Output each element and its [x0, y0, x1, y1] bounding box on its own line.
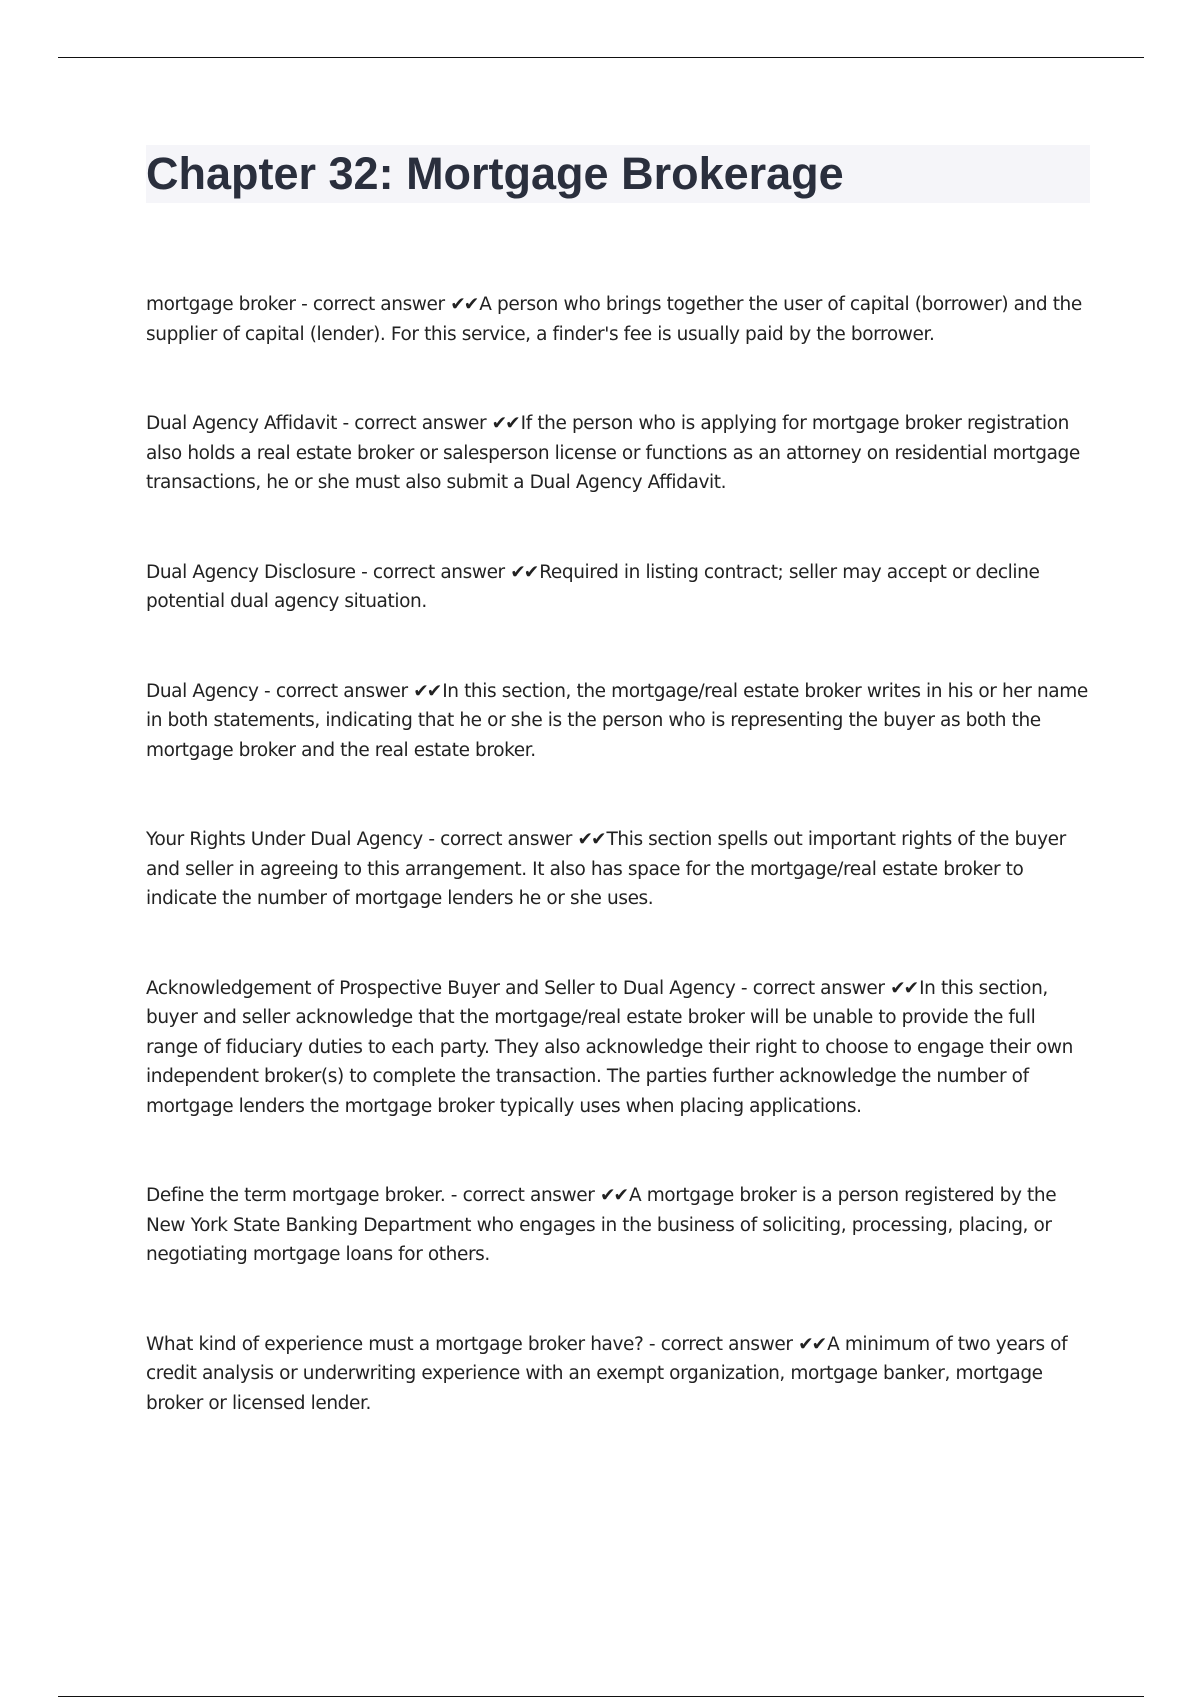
entry-item: Define the term mortgage broker. - correct answer ✔✔ A mortgage broker is a person registered by the New York State Banking Department who engages in the business of soliciting, processing, placing, or negotiating mortgage loans for others.: [146, 1185, 1057, 1265]
entry-term: Dual Agency Affidavit: [146, 413, 338, 434]
entry-answer: A minimum of two years of credit analysis or underwriting experience with an exempt organization, mortgage banker, mortgage broker or licensed lender.: [146, 1333, 1068, 1414]
check-icon: ✔✔: [577, 829, 605, 850]
entry-term: mortgage broker: [146, 294, 296, 315]
entry-answer: Required in listing contract; seller may accept or decline potential dual agency situation.: [146, 561, 1040, 612]
entry-list: [146, 290, 1090, 1478]
entry-marker: correct answer: [354, 413, 487, 434]
check-icon: ✔✔: [798, 1333, 826, 1355]
entry-marker: correct answer: [275, 680, 408, 702]
entry-item: Acknowledgement of Prospective Buyer and Seller to Dual Agency - correct answer ✔✔ In this section, buyer and seller acknowledge that the mortgage/real estate broker will be unable to provide the full range of fiduciary duties to each party. They also acknowledge their right to choose to engage their own independent broker(s) to complete the transaction. The parties further acknowledge the number of mortgage lenders the mortgage broker typically uses when placing applications.: [146, 977, 1073, 1117]
check-icon: ✔✔: [450, 294, 478, 315]
entry-answer: This section spells out important rights of the buyer and seller in agreeing to this arrangement. It also has space for the mortgage/real estate broker to indicate the number of mortgage lenders he or she uses.: [146, 829, 1066, 909]
entry-answer: A mortgage broker is a person registered by the New York State Banking Department who engages in the business of soliciting, processing, placing, or negotiating mortgage loans for others.: [146, 1185, 1057, 1265]
entry-item: Dual Agency Disclosure - correct answer ✔✔ Required in listing contract; seller may accept or decline potential dual agency situation.: [146, 561, 1040, 612]
entry-answer: If the person who is applying for mortgage broker registration also holds a real estate broker or salesperson license or functions as an attorney on residential mortgage transactions, he or she must also submit a Dual Agency Affidavit.: [146, 413, 1080, 493]
entry-item: What kind of experience must a mortgage broker have? - correct answer ✔✔ A minimum of two years of credit analysis or underwriting experience with an exempt organization, mortgage banker, mortgage broker or licensed lender.: [146, 1333, 1068, 1414]
entry-marker: correct answer: [312, 294, 445, 315]
entry-item: Dual Agency Affidavit - correct answer ✔✔ If the person who is applying for mortgage broker registration also holds a real estate broker or salesperson license or functions as an attorney on residential mortgage transactions, he or she must also submit a Dual Agency Affidavit.: [146, 413, 1080, 493]
entry-term: Your Rights Under Dual Agency: [146, 829, 423, 850]
page-title: Chapter 32: Mortgage Brokerage: [146, 148, 844, 199]
entry-item: mortgage broker - correct answer ✔✔ A person who brings together the user of capital (borrower) and the supplier of capital (lender). For this service, a finder's fee is usually paid by the borrower.: [146, 294, 1082, 345]
entry-marker: correct answer: [440, 829, 572, 850]
check-icon: ✔✔: [510, 561, 538, 583]
entry-marker: correct answer: [752, 977, 885, 999]
entry-term: Acknowledgement of Prospective Buyer and Seller to Dual Agency: [146, 977, 736, 999]
entry-answer: In this section, the mortgage/real estate broker writes in his or her name in both statements, indicating that he or she is the person who is representing the buyer as both the mortgage broker and the real estate broker.: [146, 680, 1088, 761]
entry-marker: correct answer: [660, 1333, 793, 1355]
entry-answer: A person who brings together the user of capital (borrower) and the supplier of capital (lender). For this service, a finder's fee is usually paid by the borrower.: [146, 294, 1082, 345]
entry-marker: correct answer: [372, 561, 505, 583]
entry-item: Your Rights Under Dual Agency - correct answer ✔✔ This section spells out important rights of the buyer and seller in agreeing to this arrangement. It also has space for the mortgage/real estate broker to indicate the number of mortgage lenders he or she uses.: [146, 829, 1066, 909]
entry-marker: correct answer: [462, 1185, 595, 1206]
entry-term: Define the term mortgage broker.: [146, 1185, 446, 1206]
check-icon: ✔✔: [413, 680, 441, 702]
entry-term: Dual Agency Disclosure: [146, 561, 356, 583]
check-icon: ✔✔: [491, 413, 519, 434]
entry-item: Dual Agency - correct answer ✔✔ In this section, the mortgage/real estate broker writes in his or her name in both statements, indicating that he or she is the person who is representing the buyer as both the mortgage broker and the real estate broker.: [146, 680, 1088, 761]
entry-term: What kind of experience must a mortgage broker have?: [146, 1333, 644, 1355]
entry-term: Dual Agency: [146, 680, 259, 702]
top-rule: [58, 57, 1144, 58]
bottom-rule: [58, 1696, 1144, 1697]
entry-answer: In this section, buyer and seller acknowledge that the mortgage/real estate broker will be unable to provide the full range of fiduciary duties to each party. They also acknowledge their right to choose to engage their own independent broker(s) to complete the transaction. The parties further acknowledge the number of mortgage lenders the mortgage broker typically uses when placing applications.: [146, 977, 1073, 1117]
check-icon: ✔✔: [890, 977, 918, 999]
check-icon: ✔✔: [599, 1185, 627, 1206]
